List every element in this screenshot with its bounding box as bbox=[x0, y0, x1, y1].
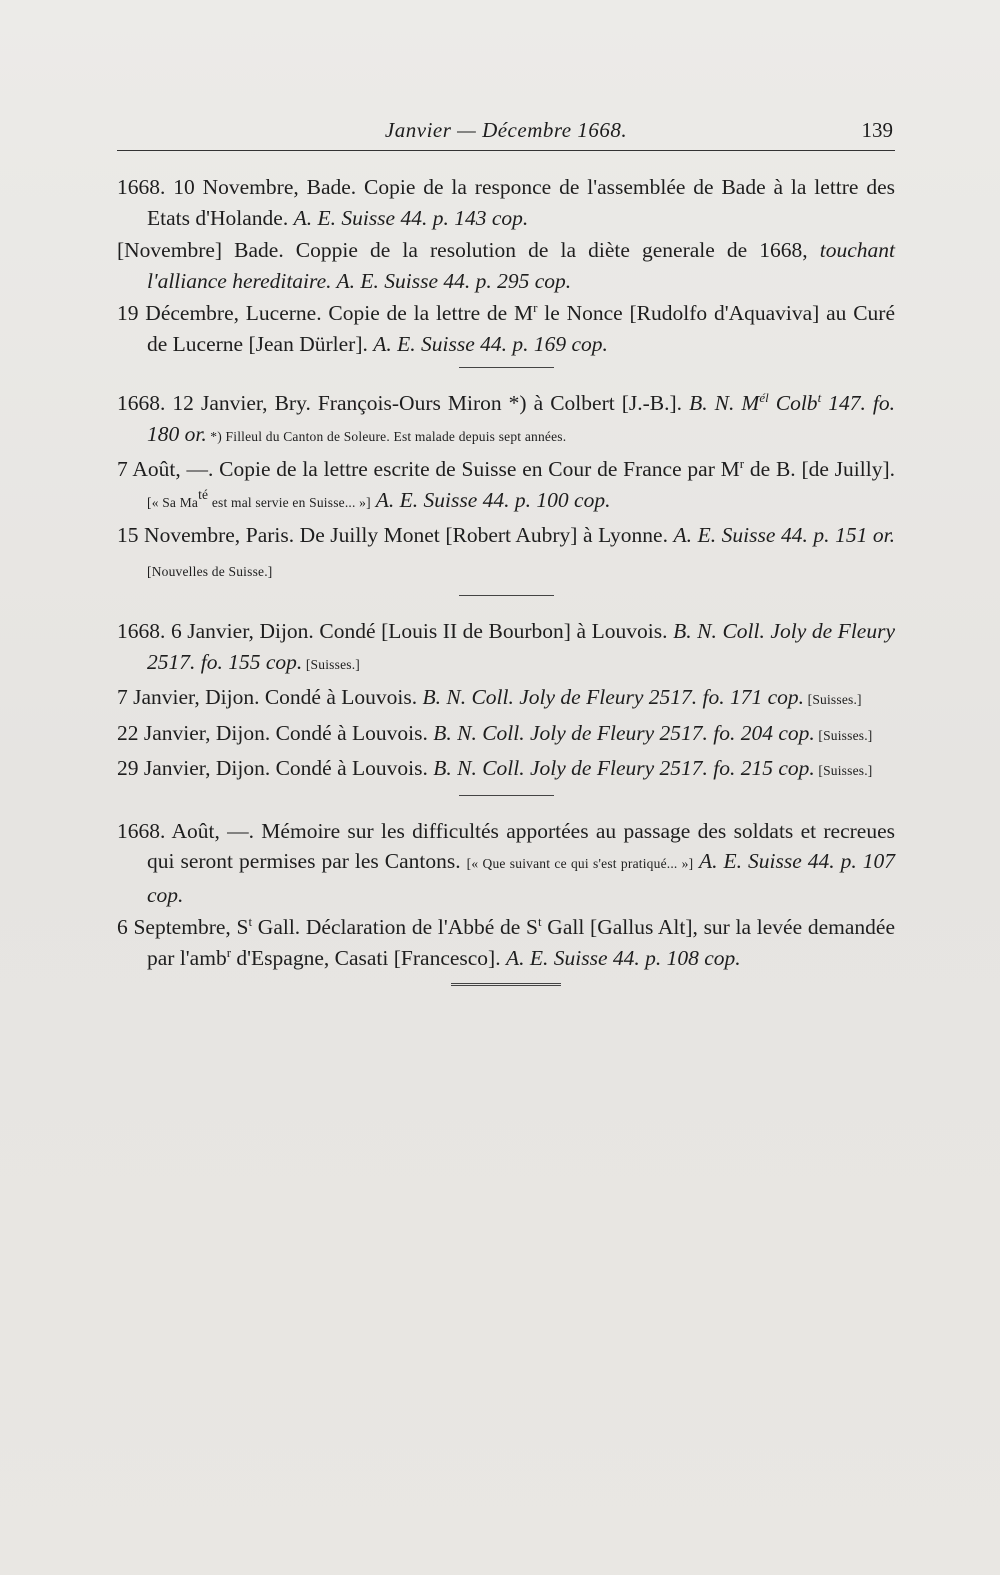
superscript: r bbox=[533, 299, 538, 315]
archive-reference: A. E. Suisse 44. p. 169 cop. bbox=[373, 331, 608, 356]
archive-reference: A. E. Suisse 44. p. 108 cop. bbox=[505, 945, 741, 970]
superscript: t bbox=[537, 913, 542, 929]
entry-text: [Novembre] Bade. Coppie de la resolution de la diète generale de 1668, bbox=[117, 238, 820, 262]
section-separator bbox=[459, 367, 554, 368]
entry-year: 1668. bbox=[117, 175, 166, 199]
entry-text: 7 Janvier, Dijon. Condé à Louvois. bbox=[117, 685, 423, 709]
archive-reference: B. N. Coll. Joly de Fleury 2517. fo. 215 cop. bbox=[433, 756, 815, 780]
archive-reference: Colb bbox=[768, 391, 818, 415]
entry-text: le Nonce [Rudolfo d'Aquaviva] au Curé de Lucerne [Jean Dürler]. bbox=[147, 301, 895, 356]
entry-text: 6 Janvier, Dijon. Condé [Louis II de Bourbon] à Louvois. bbox=[165, 619, 674, 643]
running-title: Janvier — Décembre 1668. bbox=[384, 118, 628, 142]
superscript: t bbox=[817, 389, 822, 405]
section-separator bbox=[459, 595, 554, 596]
archive-reference: A. E. Suisse 44. p. 151 or. bbox=[673, 523, 896, 547]
entry-19-decembre-lucerne bbox=[117, 298, 895, 359]
bracket-note: [Suisses.] bbox=[804, 692, 862, 707]
superscript: él bbox=[759, 389, 769, 405]
quote-note: [« Que suivant ce qui s'est pratiqué... »] bbox=[466, 856, 694, 871]
entry-year: 1668. bbox=[117, 619, 166, 643]
entry-text: d'Espagne, Casati [Francesco]. bbox=[231, 945, 506, 970]
archive-reference: B. N. Coll. Joly de Fleury 2517. fo. 204 cop. bbox=[433, 720, 815, 745]
entry-text: 7 Août, —. Copie de la lettre escrite de Suisse en Cour de France par M bbox=[117, 457, 740, 481]
entry-text: Août, —. Mémoire sur les difficultés apportées au passage des soldats et recreues qui seront permises par les Cantons. bbox=[147, 818, 895, 873]
bracket-note: [Nouvelles de Suisse.] bbox=[147, 563, 273, 579]
bracket-note: [Suisses.] bbox=[814, 727, 873, 743]
entry-6-septembre-st-gall bbox=[117, 912, 895, 973]
bracket-note: [Suisses.] bbox=[302, 656, 360, 672]
archive-reference: A. E. Suisse 44. p. 100 cop. bbox=[370, 487, 611, 512]
archive-reference: B. N. Coll. Joly de Fleury 2517. fo. 171 cop. bbox=[422, 685, 805, 709]
entry-text: 22 Janvier, Dijon. Condé à Louvois. bbox=[117, 720, 434, 745]
entry-novembre-bade bbox=[117, 235, 895, 296]
document-body bbox=[117, 172, 895, 1006]
section-separator bbox=[459, 795, 554, 796]
entry-text: 12 Janvier, Bry. François-Ours Miron *) à Colbert [J.-B.]. bbox=[165, 391, 690, 415]
page-header bbox=[117, 114, 895, 150]
entry-7-aout bbox=[117, 454, 895, 518]
end-separator bbox=[451, 983, 561, 986]
entry-text: Gall. Déclaration de l'Abbé de S bbox=[252, 915, 538, 939]
entry-1668-nov-bade bbox=[117, 172, 895, 233]
bracket-note: [Suisses.] bbox=[814, 763, 873, 778]
archive-reference: touchant l'alliance hereditaire. A. E. Suisse 44. p. 295 cop. bbox=[147, 238, 895, 293]
entry-text: Gall [Gallus Alt], sur la levée demandée par l'amb bbox=[147, 915, 895, 970]
entry-6-janvier-dijon bbox=[117, 616, 895, 680]
footnote: *) Filleul du Canton de Soleure. Est malade depuis sept années. bbox=[206, 428, 567, 444]
quote-note: est mal servie en Suisse... »] bbox=[208, 494, 371, 510]
entry-text: de B. [de Juilly]. bbox=[744, 457, 895, 481]
entry-year: 1668. bbox=[117, 818, 166, 843]
archive-reference: B. N. Coll. Joly de Fleury 2517. fo. 155 cop. bbox=[147, 619, 895, 674]
archive-reference: B. N. M bbox=[689, 391, 760, 415]
entry-aout-memoire bbox=[117, 816, 895, 911]
header-rule bbox=[117, 150, 895, 151]
entry-12-janvier-bry bbox=[117, 388, 895, 452]
archive-reference: A. E. Suisse 44. p. 107 cop. bbox=[147, 849, 895, 907]
entry-text: 19 Décembre, Lucerne. Copie de la lettre de M bbox=[117, 301, 534, 325]
archive-reference: 147. fo. 180 or. bbox=[147, 391, 895, 446]
entry-22-janvier-dijon bbox=[117, 718, 895, 752]
entry-7-janvier-dijon bbox=[117, 682, 895, 716]
entry-year: 1668. bbox=[117, 391, 166, 415]
quote-note: [« Sa Ma bbox=[147, 494, 199, 510]
entry-text: 29 Janvier, Dijon. Condé à Louvois. bbox=[117, 756, 434, 780]
superscript: té bbox=[198, 486, 209, 502]
page-number: 139 bbox=[861, 118, 893, 142]
entry-text: 6 Septembre, S bbox=[117, 915, 249, 939]
archive-reference: A. E. Suisse 44. p. 143 cop. bbox=[293, 205, 529, 230]
superscript: r bbox=[739, 455, 745, 471]
entry-29-janvier-dijon bbox=[117, 753, 895, 787]
entry-15-novembre-paris bbox=[117, 520, 895, 587]
superscript: t bbox=[248, 913, 253, 929]
entry-text: 10 Novembre, Bade. Copie de la responce de l'assemblée de Bade à la lettre des Etats d'Holande. bbox=[147, 175, 895, 230]
superscript: r bbox=[226, 944, 232, 960]
entry-text: 15 Novembre, Paris. De Juilly Monet [Robert Aubry] à Lyonne. bbox=[117, 523, 674, 547]
